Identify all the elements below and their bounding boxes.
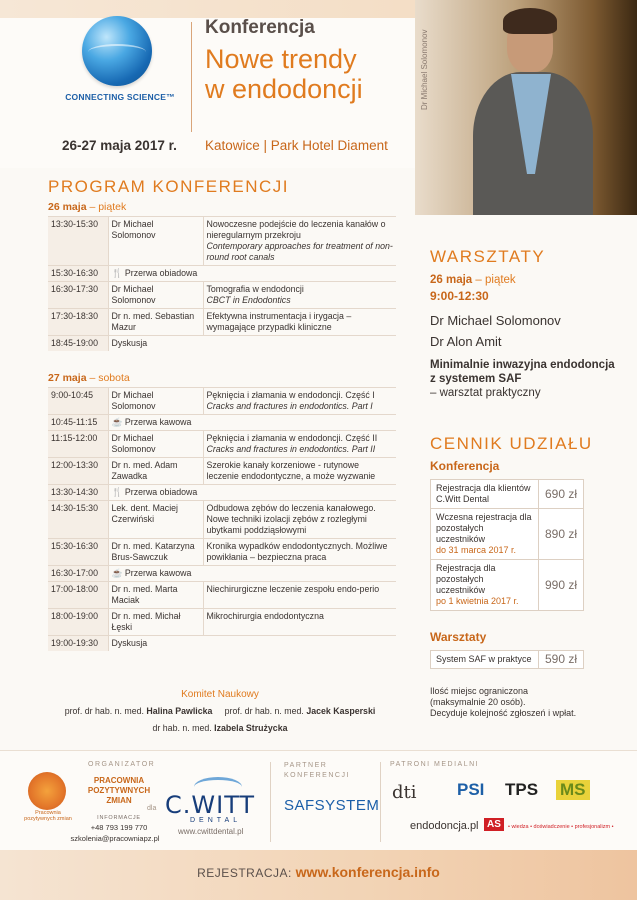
workshop-topic: [430, 358, 620, 400]
cutlery-icon: 🍴: [111, 268, 123, 278]
pricing-note: [430, 686, 610, 719]
title-line-1: Nowe trendy: [205, 44, 357, 74]
coffee-icon: ☕: [111, 568, 123, 578]
time-cell: 12:00-13:30: [48, 458, 108, 485]
table-row: [48, 431, 396, 458]
time-cell: 19:00-19:30: [48, 636, 108, 652]
workshop-title: WARSZTATY: [430, 247, 546, 266]
day1-weekday: – piątek: [89, 201, 127, 213]
topic-pl: Tomografia w endodoncji: [206, 284, 304, 294]
table-row: [48, 539, 396, 566]
table-row: [48, 636, 396, 652]
footer-separator: [380, 762, 381, 842]
speaker-photo: [415, 0, 637, 215]
saf-logo: SAFSYSTEM: [284, 797, 380, 814]
workshop-time: 9:00-12:30: [430, 289, 489, 303]
speaker-cell: Dr n. med. Michał Łęski: [108, 609, 203, 636]
committee-prefix: prof. dr hab. n. med.: [64, 706, 144, 716]
time-cell: 10:45-11:15: [48, 415, 108, 431]
as-tagline: • wiedza • doświadczenie • profesjonalizm •: [508, 824, 614, 830]
organizer-email: szkolenia@pracowniapz.pl: [70, 834, 160, 843]
price-amount: 590 zł: [539, 651, 584, 669]
topic-cell: [203, 282, 396, 309]
price-amount: 890 zł: [539, 509, 584, 560]
photo-hair: [503, 8, 557, 34]
table-row: [48, 501, 396, 539]
break-cell: [108, 485, 396, 501]
price-label: [431, 560, 539, 611]
time-cell: 16:30-17:00: [48, 566, 108, 582]
note-line: Ilość miejsc ograniczona: [430, 686, 529, 696]
time-cell: 17:30-18:30: [48, 309, 108, 336]
witt-logo-dental: DENTAL: [190, 817, 242, 824]
price-label-text: Rejestracja dla pozostałych uczestników: [436, 563, 496, 595]
committee-name: Izabela Strużycka: [214, 723, 288, 733]
committee-name: Jacek Kasperski: [306, 706, 376, 716]
topic-cell: Kronika wypadków endodontycznych. Możliwe powikłania – bezpieczna praca: [203, 539, 396, 566]
cutlery-icon: 🍴: [111, 487, 123, 497]
ms-logo: MS: [556, 780, 590, 800]
dti-logo: dti: [392, 782, 417, 803]
registration: [0, 864, 637, 880]
psi-logo: PSI: [457, 780, 485, 799]
price-label: Rejestracja dla klientów C.Witt Dental: [431, 480, 539, 509]
topic-cell: Odbudowa zębów do leczenia kanałowego. Nowe techniki izolacji zębów z rozległymi ubytkami poddziąsłowymi: [203, 501, 396, 539]
topic-en: CBCT in Endodontics: [206, 295, 291, 305]
note-line: (maksymalnie 20 osób).: [430, 697, 526, 707]
table-row: [48, 336, 396, 352]
as-logo: AS: [484, 818, 504, 831]
speaker-cell: Dr n. med. Sebastian Mazur: [108, 309, 203, 336]
table-row: [48, 458, 396, 485]
time-cell: 18:45-19:00: [48, 336, 108, 352]
day2-date: 27 maja: [48, 372, 87, 384]
time-cell: 17:00-18:00: [48, 582, 108, 609]
committee-line-2: [0, 723, 440, 733]
patrons-label: PATRONI MEDIALNI: [390, 761, 480, 768]
price-label: [431, 509, 539, 560]
table-row: [48, 485, 396, 501]
organizer-info-label: INFORMACJE: [97, 815, 141, 821]
pricing-workshop-label: Warsztaty: [430, 630, 487, 644]
price-note: do 31 marca 2017 r.: [436, 545, 517, 555]
table-row: [48, 282, 396, 309]
workshop-topic-sub: – warsztat praktyczny: [430, 387, 541, 399]
discussion-cell: Dyskusja: [108, 336, 396, 352]
time-cell: 13:30-15:30: [48, 217, 108, 266]
organizer-label: ORGANIZATOR: [88, 761, 156, 768]
table-row: [48, 388, 396, 415]
speaker-cell: Lek. dent. Maciej Czerwiński: [108, 501, 203, 539]
time-cell: 11:15-12:00: [48, 431, 108, 458]
organizer-phone: +48 793 199 770: [90, 823, 148, 832]
header-divider: [191, 22, 192, 132]
time-cell: 15:30-16:30: [48, 266, 108, 282]
discussion-cell: Dyskusja: [108, 636, 396, 652]
speaker-cell: Dr n. med. Marta Maciak: [108, 582, 203, 609]
organizer-logo-icon: [28, 772, 66, 810]
speaker-cell: Dr Michael Solomonov: [108, 388, 203, 415]
organizer-logo-text: Pracownia pozytywnych zmian: [24, 810, 72, 822]
time-cell: 16:30-17:30: [48, 282, 108, 309]
topic-pl: Nowoczesne podejście do leczenia kanałów o nieregularnym przekroju: [206, 219, 386, 240]
price-label-text: Wczesna rejestracja dla pozostałych uczestników: [436, 512, 532, 544]
organizer-name: PRACOWNIA POZYTYWNYCH ZMIAN: [87, 776, 151, 805]
topic-en: Contemporary approaches for treatment of non-round root canals: [206, 241, 393, 262]
conference-venue: Katowice | Park Hotel Diament: [205, 138, 388, 153]
break-cell: [108, 266, 396, 282]
globe-logo-icon: [82, 16, 152, 86]
break-cell: [108, 415, 396, 431]
program-title: PROGRAM KONFERENCJI: [48, 177, 290, 196]
topic-pl: Pęknięcia i złamania w endodoncji. Część I: [206, 390, 375, 400]
registration-label: REJESTRACJA:: [197, 866, 292, 880]
topic-cell: [203, 388, 396, 415]
price-row: [431, 509, 584, 560]
table-row: [48, 566, 396, 582]
price-row: [431, 651, 584, 669]
speaker-cell: Dr Michael Solomonov: [108, 217, 203, 266]
workshop-topic-text: Minimalnie inwazyjna endodoncja z systemem SAF: [430, 359, 615, 385]
break-label: Przerwa kawowa: [124, 568, 192, 578]
partner-label: PARTNER KONFERENCJI: [284, 762, 350, 779]
day2-weekday: – sobota: [89, 372, 130, 384]
day2-heading: [48, 372, 130, 384]
price-amount: 690 zł: [539, 480, 584, 509]
topic-cell: Mikrochirurgia endodontyczna: [203, 609, 396, 636]
table-row: [48, 309, 396, 336]
workshop-pricing-table: [430, 650, 584, 669]
speaker-cell: Dr n. med. Adam Zawadka: [108, 458, 203, 485]
time-cell: 9:00-10:45: [48, 388, 108, 415]
table-row: [48, 609, 396, 636]
table-row: [48, 415, 396, 431]
table-row: [48, 582, 396, 609]
topic-en: Cracks and fractures in endodontics. Part II: [206, 444, 376, 454]
workshop-speaker-2: Dr Alon Amit: [430, 334, 502, 349]
day1-table: [48, 216, 396, 351]
dla-label: dla: [147, 805, 157, 812]
price-row: [431, 560, 584, 611]
table-row: [48, 266, 396, 282]
pricing-conference-label: Konferencja: [430, 459, 500, 473]
topic-en: Cracks and fractures in endodontics. Part I: [206, 401, 373, 411]
price-note: po 1 kwietnia 2017 r.: [436, 596, 519, 606]
footer-separator: [270, 762, 271, 842]
time-cell: 18:00-19:00: [48, 609, 108, 636]
day1-date: 26 maja: [48, 201, 87, 213]
topic-cell: Szerokie kanały korzeniowe - rutynowe leczenie endodontyczne, a może wyzwanie: [203, 458, 396, 485]
day2-table: [48, 387, 396, 651]
title-line-2: w endodoncji: [205, 74, 363, 104]
time-cell: 15:30-16:30: [48, 539, 108, 566]
witt-url: www.cwittdental.pl: [178, 827, 244, 836]
committee-line-1: [0, 706, 440, 716]
speaker-cell: Dr Michael Solomonov: [108, 431, 203, 458]
break-label: Przerwa kawowa: [124, 417, 192, 427]
topic-cell: [203, 217, 396, 266]
topic-pl: Pęknięcia i złamania w endodoncji. Część II: [206, 433, 378, 443]
photo-caption: Dr Michael Solomonov: [420, 30, 429, 111]
logo-text: CONNECTING SCIENCE™: [65, 92, 175, 102]
note-line: Decyduje kolejność zgłoszeń i wpłat.: [430, 708, 577, 718]
registration-link[interactable]: www.konferencja.info: [295, 864, 440, 880]
coffee-icon: ☕: [111, 417, 123, 427]
workshop-weekday: – piątek: [475, 274, 516, 286]
conference-date: 26-27 maja 2017 r.: [62, 138, 177, 153]
topic-cell: [203, 431, 396, 458]
committee-title: Komitet Naukowy: [181, 689, 259, 700]
speaker-cell: Dr n. med. Katarzyna Brus-Sawczuk: [108, 539, 203, 566]
time-cell: 13:30-14:30: [48, 485, 108, 501]
speaker-cell: Dr Michael Solomonov: [108, 282, 203, 309]
committee-prefix: dr hab. n. med.: [152, 723, 212, 733]
price-row: [431, 480, 584, 509]
workshop-date-value: 26 maja: [430, 274, 473, 286]
time-cell: 14:30-15:30: [48, 501, 108, 539]
table-row: [48, 217, 396, 266]
committee-name: Halina Pawlicka: [146, 706, 213, 716]
pricing-table: [430, 479, 584, 611]
pricing-title: CENNIK UDZIAŁU: [430, 434, 593, 453]
break-cell: [108, 566, 396, 582]
workshop-date: [430, 274, 516, 286]
break-label: Przerwa obiadowa: [124, 487, 198, 497]
price-label: System SAF w praktyce: [431, 651, 539, 669]
committee-prefix: prof. dr hab. n. med.: [224, 706, 304, 716]
day1-heading: [48, 201, 126, 213]
tps-logo: TPS: [505, 780, 539, 799]
topic-cell: Niechirurgiczne leczenie zespołu endo-perio: [203, 582, 396, 609]
conference-title: [205, 44, 363, 104]
break-label: Przerwa obiadowa: [124, 268, 198, 278]
conference-label: Konferencja: [205, 17, 315, 38]
price-amount: 990 zł: [539, 560, 584, 611]
workshop-speaker-1: Dr Michael Solomonov: [430, 313, 561, 328]
topic-cell: Efektywna instrumentacja i irygacja – wymagające przypadki kliniczne: [203, 309, 396, 336]
endodoncja-logo: endodoncja.pl: [410, 820, 479, 832]
witt-logo: C.WITT: [165, 791, 256, 819]
